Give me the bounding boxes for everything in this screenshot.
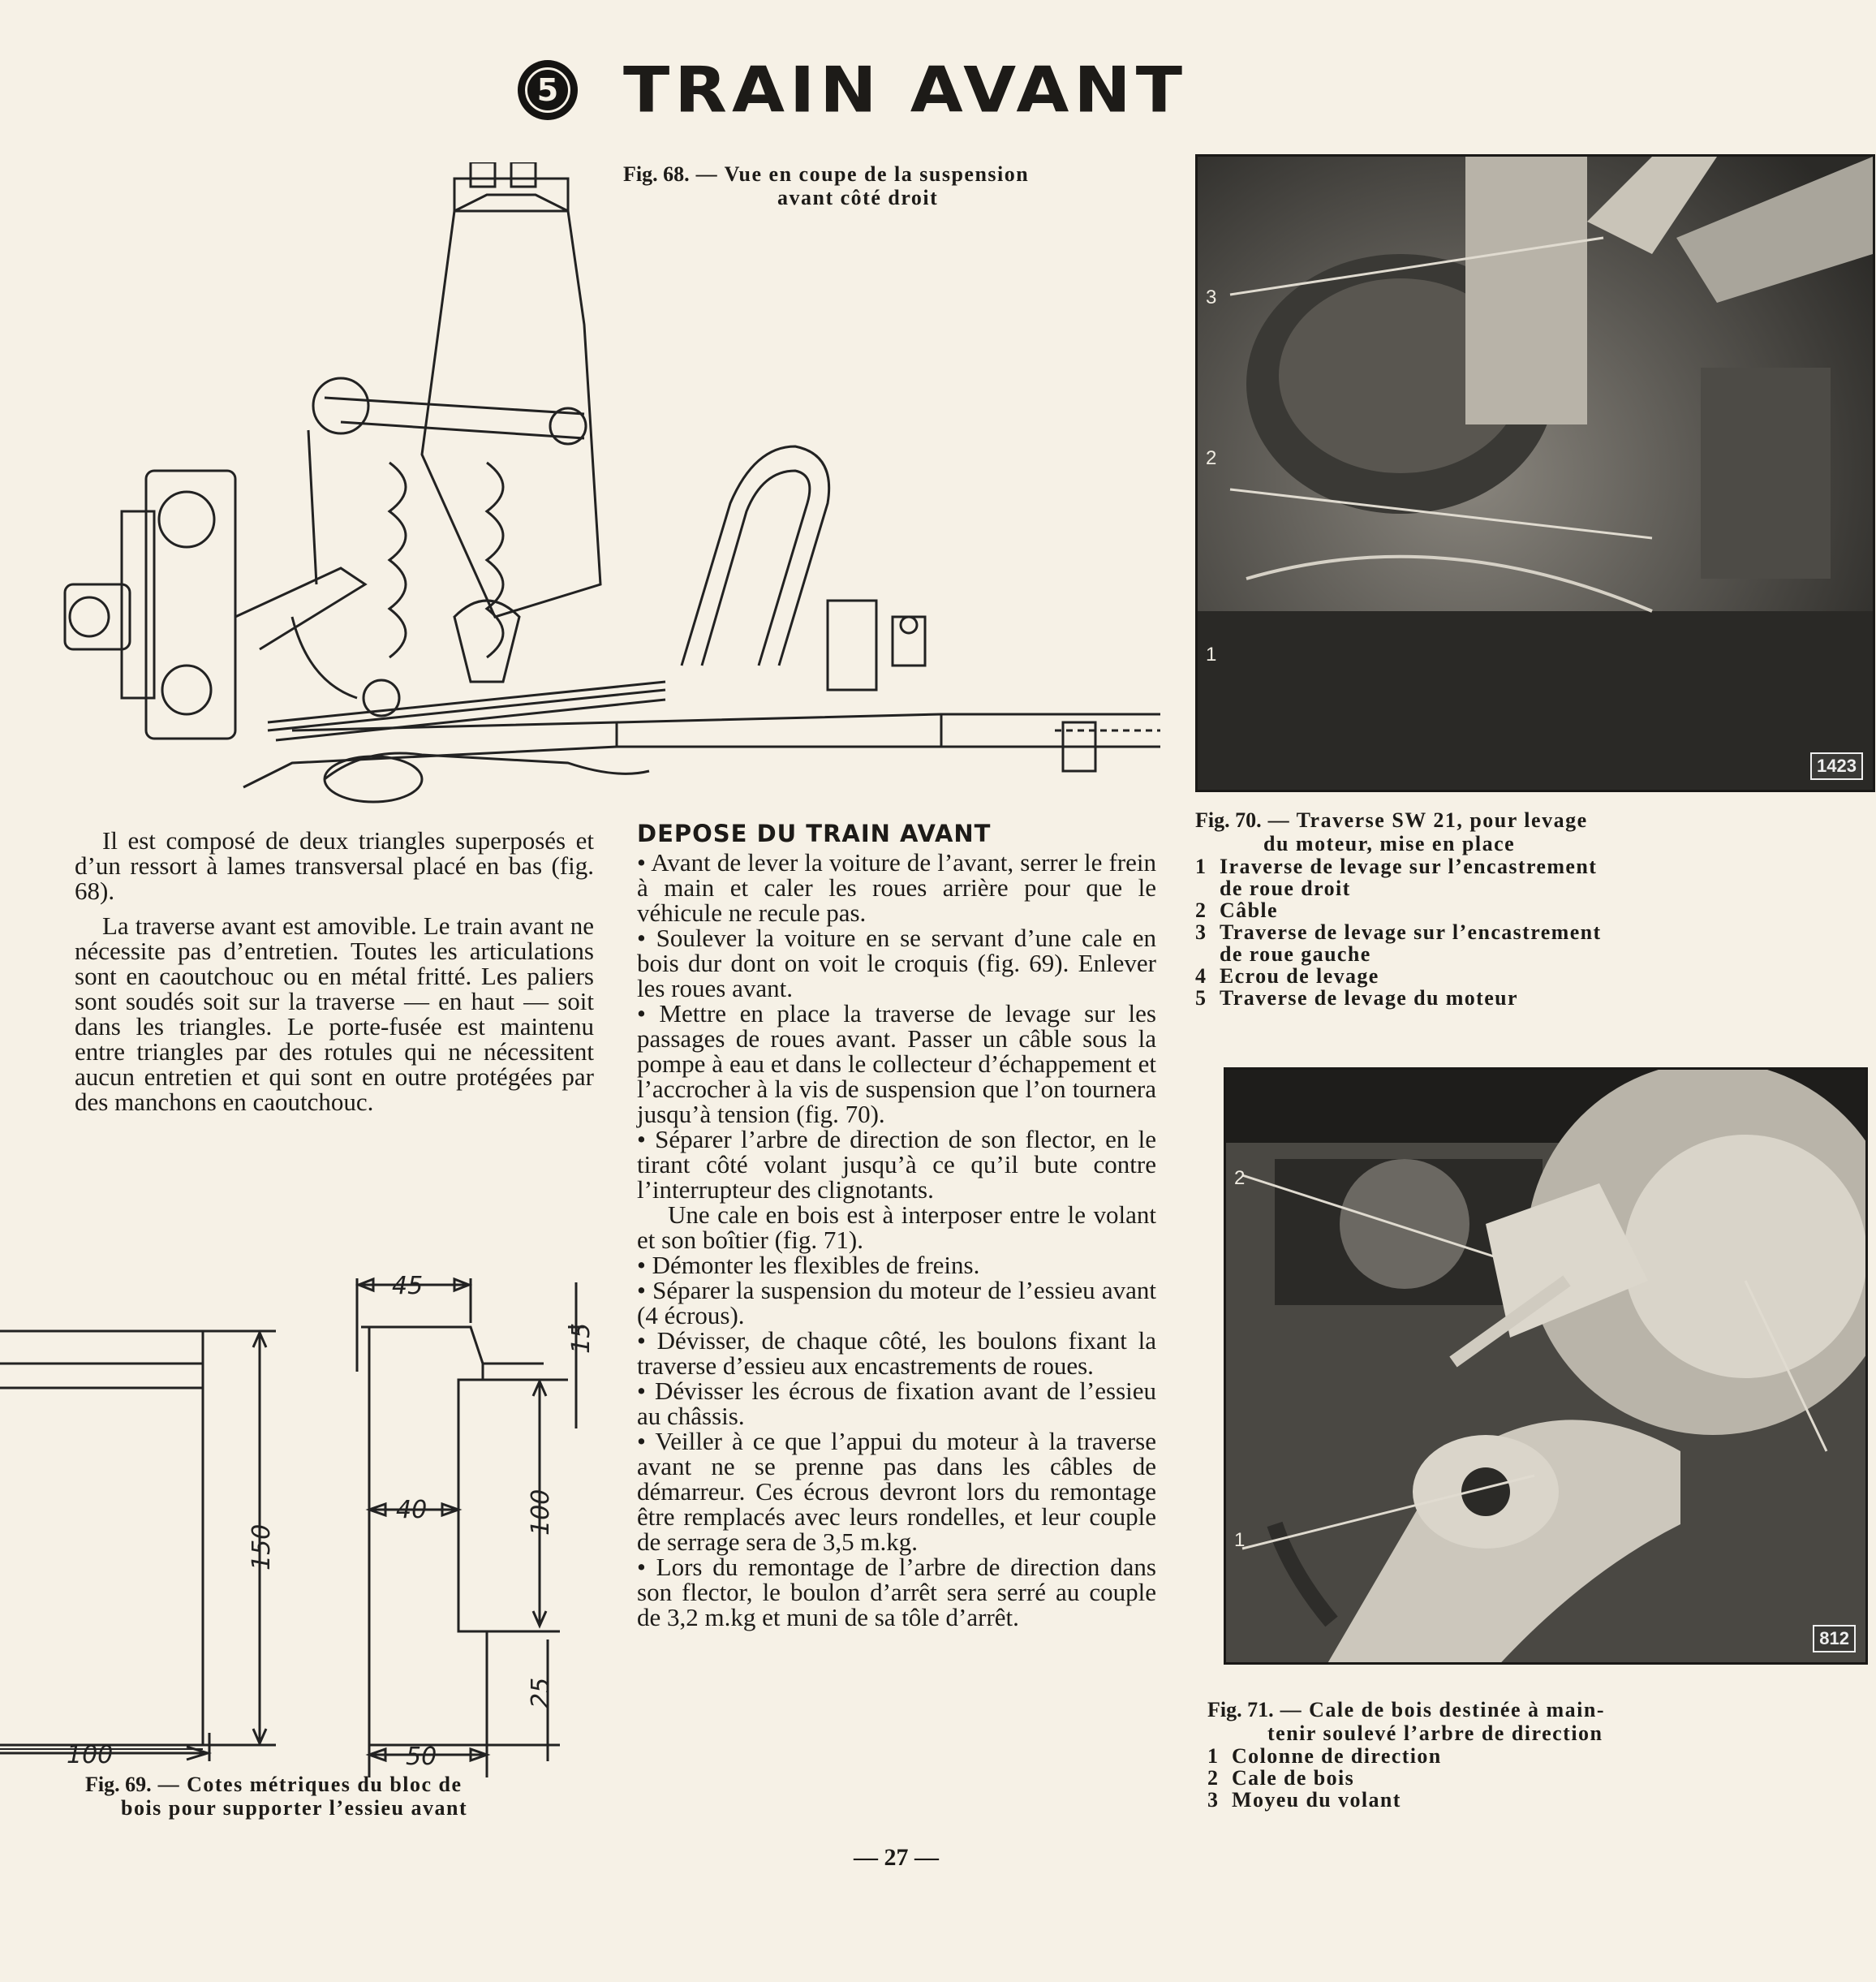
fig71-caption-label: Fig. 71. xyxy=(1207,1698,1274,1721)
fig68-suspension-drawing xyxy=(0,162,1168,812)
fig68-caption-label: Fig. 68. xyxy=(623,162,690,186)
legend-item: 3 Traverse de levage sur l’encastrement xyxy=(1195,920,1602,944)
depose-note: Une cale en bois est à interposer entre le volant et son boîtier (fig. 71). xyxy=(637,1200,1156,1254)
fig71-photo xyxy=(1224,1067,1868,1665)
fig69-dim-25: 25 xyxy=(527,1677,555,1708)
fig71-caption-text2: tenir soulevé l’arbre de direction xyxy=(1267,1721,1603,1745)
fig69-dim-100-vertical: 100 xyxy=(527,1489,555,1536)
fig70-photo-label-1: 1 xyxy=(1206,644,1217,666)
depose-step: • Lors du remontage de l’arbre de direction dans son flector, le boulon d’arrêt sera serré au couple de 3,2 m.kg et muni de sa tôle d’arrêt. xyxy=(637,1554,1156,1630)
legend-item: 4 Ecrou de levage xyxy=(1195,964,1379,988)
legend-item: 2 Câble xyxy=(1195,898,1278,922)
fig70-legend xyxy=(1195,855,1861,1009)
depose-step: • Mettre en place la traverse de levage sur les passages de roues avant. Passer un câble sous la pompe à eau et dans le collecteur d’échappement et l’accrocher à la vis de suspension que l’on tournera jusqu’à tension (fig. 70). xyxy=(637,1001,1156,1127)
depose-step: • Avant de lever la voiture de l’avant, serrer le frein à main et caler les roues arrière pour que le véhicule ne recule pas. xyxy=(637,850,1156,925)
fig70-photo-label-3: 3 xyxy=(1206,287,1217,308)
depose-step: • Dévisser les écrous de fixation avant de l’essieu au châssis. xyxy=(637,1378,1156,1428)
fig69-caption-text2: bois pour supporter l’essieu avant xyxy=(121,1796,468,1820)
fig70-engine-bay-image xyxy=(1198,157,1873,790)
fig71-caption-text: — Cale de bois destinée à main- xyxy=(1280,1698,1605,1721)
legend-item: 1 Colonne de direction xyxy=(1207,1744,1442,1768)
depose-step: • Veiller à ce que l’appui du moteur à la traverse avant ne se prenne pas dans les câbles de démarreur. Ces écrous devront lors du remontage être remplacés avec leurs rondelles, et leur couple de serrage sera de 3,5 m.kg. xyxy=(637,1428,1156,1554)
depose-text-column xyxy=(637,821,1156,1630)
legend-item: 2 Cale de bois xyxy=(1207,1766,1355,1790)
fig70-caption-text: — Traverse SW 21, pour levage xyxy=(1267,808,1588,832)
fig71-steering-column-image xyxy=(1226,1070,1865,1662)
fig69-dim-100-horizontal: 100 xyxy=(67,1741,114,1769)
intro-text-column xyxy=(75,828,594,1124)
fig69-dim-15: 15 xyxy=(567,1322,596,1354)
depose-step: • Dévisser, de chaque côté, les boulons fixant la traverse d’essieu aux encastrements de roues. xyxy=(637,1328,1156,1378)
legend-item: 3 Moyeu du volant xyxy=(1207,1788,1401,1812)
fig69-caption-label: Fig. 69. xyxy=(85,1773,152,1796)
fig70-caption xyxy=(1195,808,1861,1009)
depose-step: • Démonter les flexibles de freins. xyxy=(637,1252,1156,1278)
legend-item: de roue droit xyxy=(1220,877,1351,900)
legend-item: 5 Traverse de levage du moteur xyxy=(1195,986,1518,1010)
fig70-photo-label-2: 2 xyxy=(1206,447,1217,469)
depose-step: • Séparer l’arbre de direction de son flector, en le tirant côté volant jusqu’à ce qu’il bute contre l’interrupteur des clignotants. xyxy=(637,1127,1156,1202)
page-number: — 27 — xyxy=(854,1844,939,1871)
fig69-dim-50: 50 xyxy=(406,1743,437,1771)
fig69-dimension-drawing xyxy=(0,1258,600,1777)
depose-step: • Séparer la suspension du moteur de l’essieu avant (4 écrous). xyxy=(637,1278,1156,1328)
fig70-caption-label: Fig. 70. xyxy=(1195,808,1262,832)
fig71-caption xyxy=(1207,1698,1857,1811)
intro-paragraph-2: La traverse avant est amovible. Le train avant ne nécessite pas d’entretien. Toutes les articulations sont en caoutchouc ou en métal fritté. Les paliers sont soudés soit sur la traverse — en haut — soit dans les triangles. Le porte-fusée est maintenu entre triangles par des rotules qui ne nécessitent aucun entretien et qui sont en outre protégées par des manchons en caoutchouc. xyxy=(75,911,594,1116)
fig71-photo-label-2: 2 xyxy=(1234,1167,1246,1189)
fig68-caption-text2: avant côté droit xyxy=(777,186,939,209)
fig70-caption-text2: du moteur, mise en place xyxy=(1263,832,1516,855)
fig71-legend xyxy=(1207,1745,1857,1811)
fig71-photo-label-1: 1 xyxy=(1234,1529,1246,1551)
depose-heading: DEPOSE DU TRAIN AVANT xyxy=(637,820,992,847)
legend-item: 1 Iraverse de levage sur l’encastrement xyxy=(1195,855,1598,878)
fig69-dim-150: 150 xyxy=(247,1523,276,1571)
fig68-caption-text: — Vue en coupe de la suspension xyxy=(695,162,1030,186)
fig69-caption xyxy=(85,1773,605,1820)
page-title: TRAIN AVANT xyxy=(623,53,1188,127)
fig70-photo-id: 1423 xyxy=(1810,752,1863,780)
fig71-photo-id: 812 xyxy=(1813,1625,1856,1652)
fig69-dim-40: 40 xyxy=(396,1496,428,1524)
fig69-caption-text: — Cotes métriques du bloc de xyxy=(157,1773,463,1796)
legend-item: de roue gauche xyxy=(1220,942,1371,966)
section-number-badge xyxy=(518,60,578,120)
intro-paragraph-1: Il est composé de deux triangles superposés et d’un ressort à lames transversal placé en bas (fig. 68). xyxy=(75,826,594,905)
fig69-dim-45: 45 xyxy=(392,1272,424,1300)
fig70-photo xyxy=(1195,154,1875,792)
page-header xyxy=(518,45,1187,135)
depose-step: • Soulever la voiture en se servant d’une cale en bois dur dont on voit le croquis (fig. 69). Enlever les roues avant. xyxy=(637,925,1156,1001)
section-number: 5 xyxy=(525,67,570,113)
